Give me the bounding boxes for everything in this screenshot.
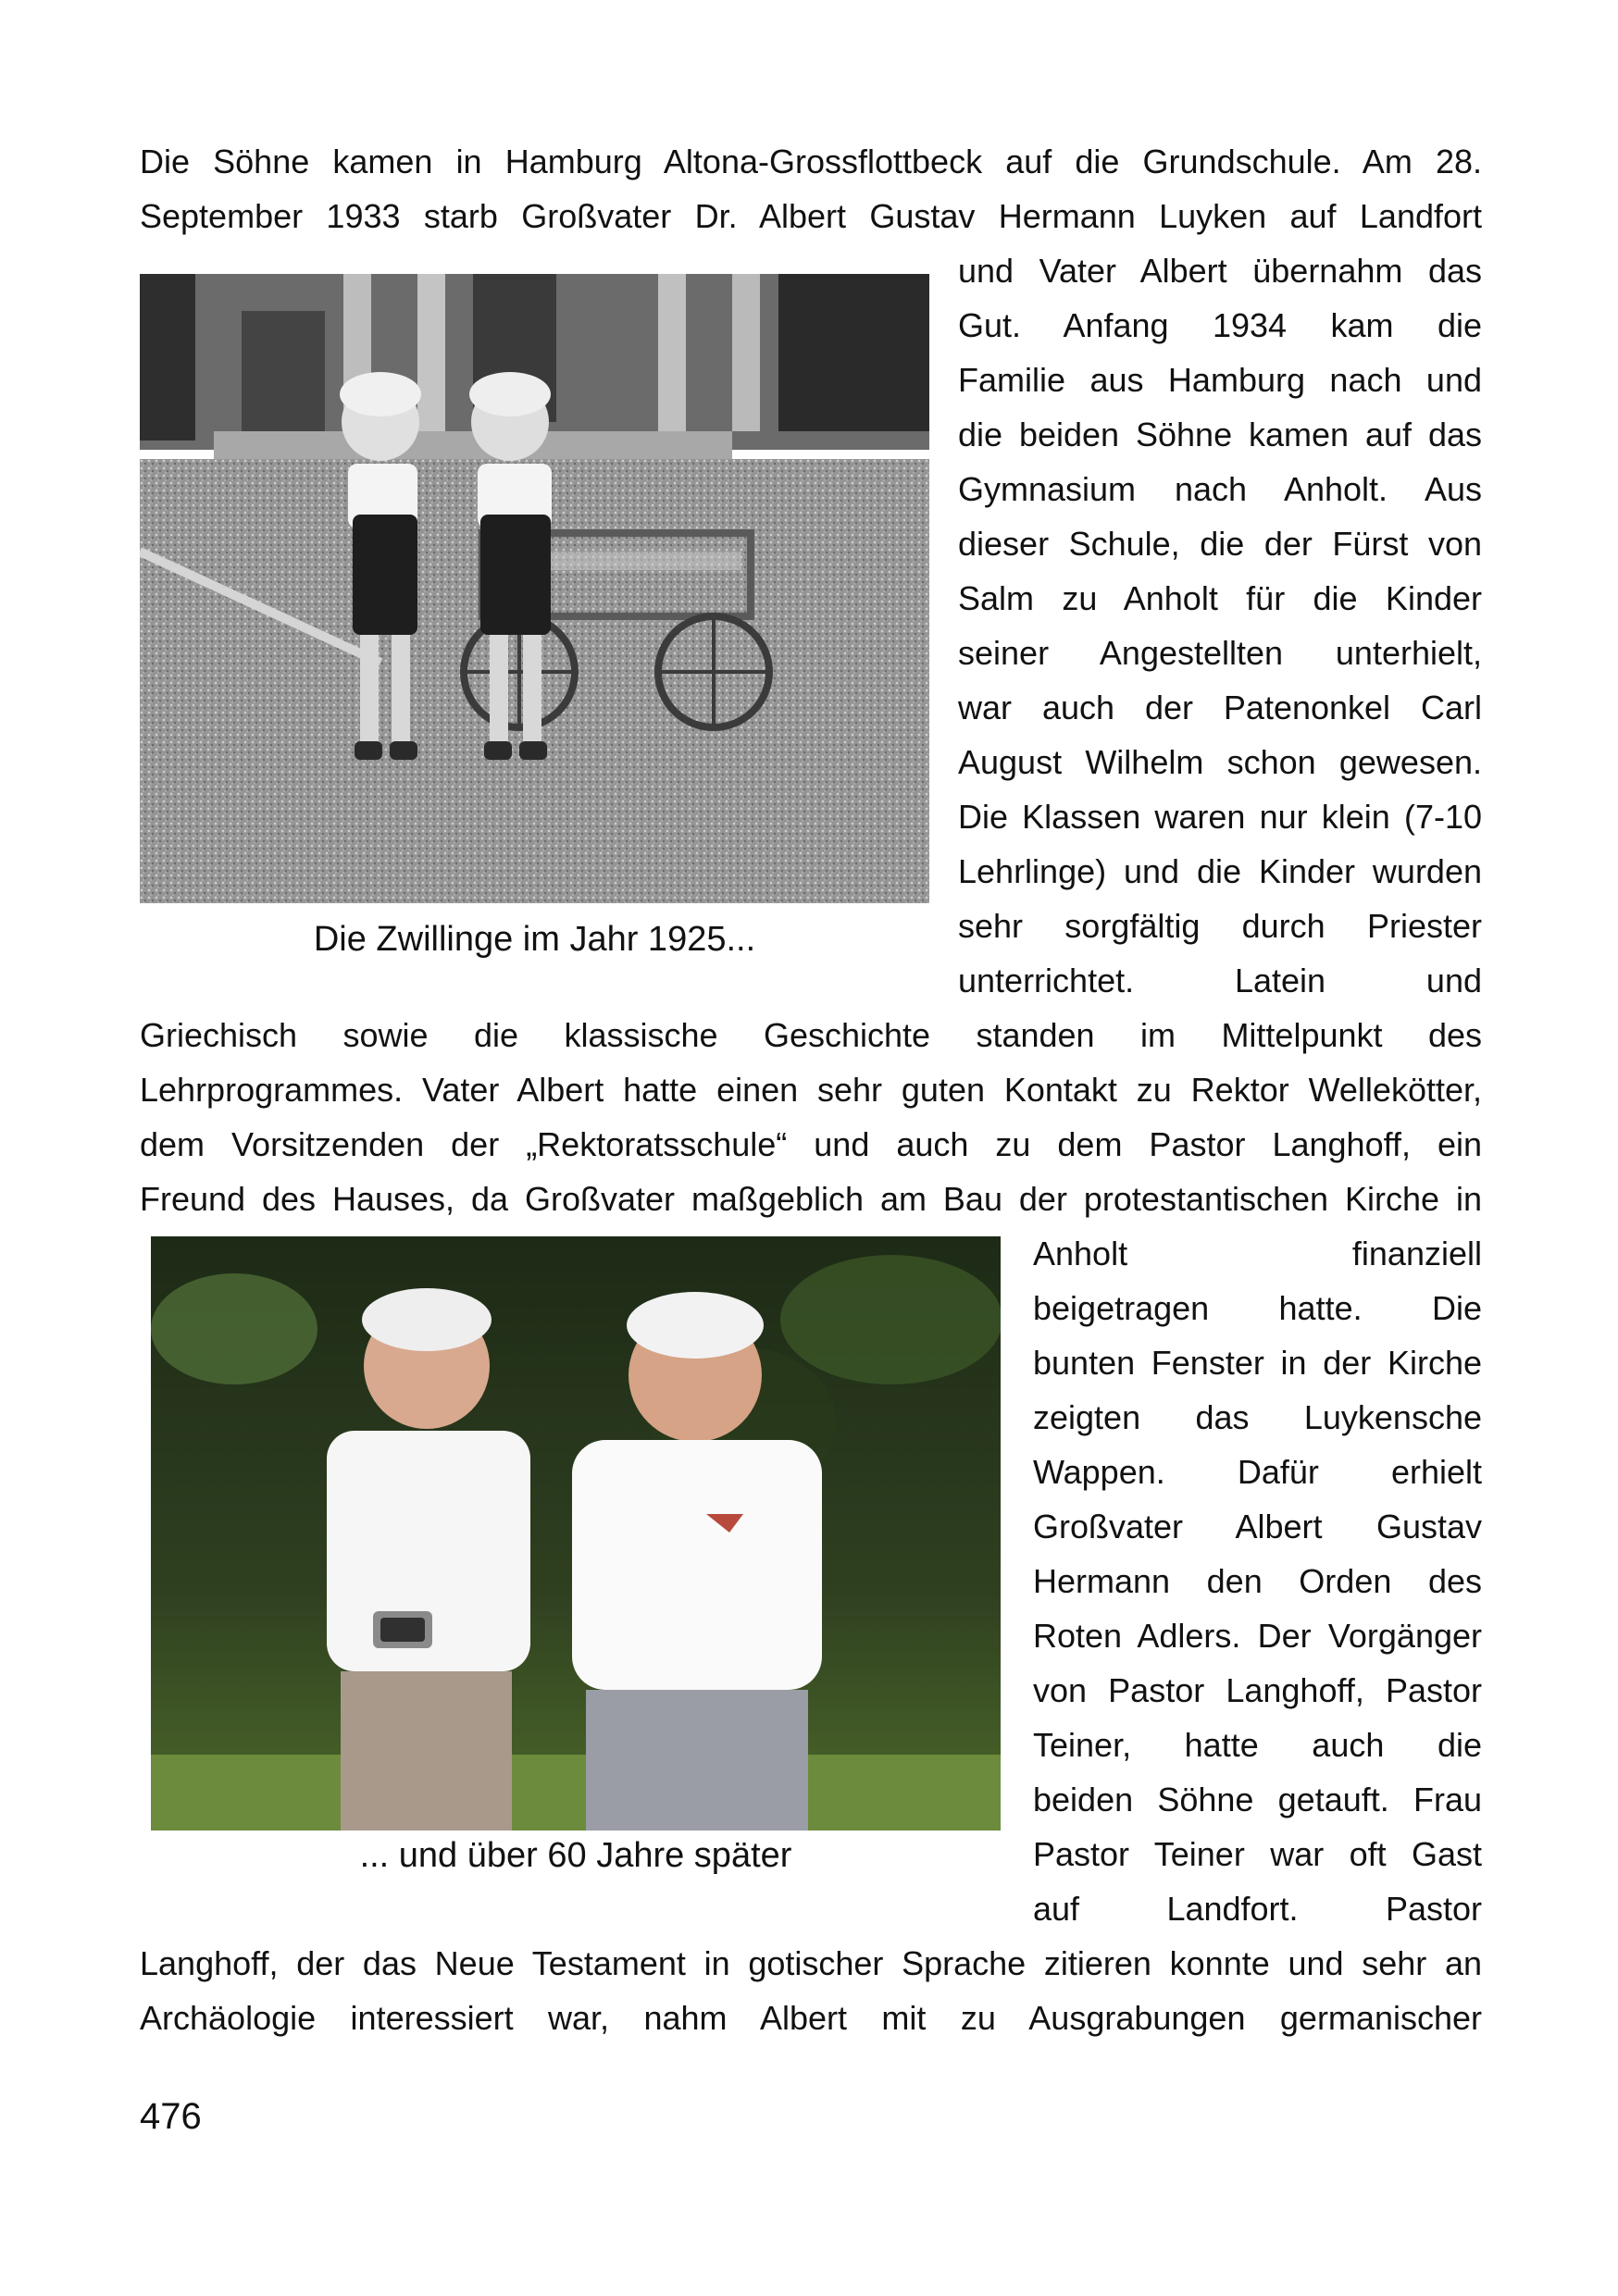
text-line: Archäologie interessiert war, nahm Albert mit zu Ausgrabungen germanischer [140, 1999, 1482, 2037]
text-line: die beiden Söhne kamen auf das [958, 416, 1482, 453]
text-line: Gut. Anfang 1934 kam die [958, 306, 1482, 344]
text-line: Freund des Hauses, da Großvater maßgeblich am Bau der protestantischen Kirche in [140, 1180, 1482, 1218]
text-line: war auch der Patenonkel Carl [958, 689, 1482, 726]
text-line: und Vater Albert übernahm das [958, 252, 1482, 290]
text-line: Hermann den Orden des [1033, 1562, 1482, 1600]
text-line: sehr sorgfältig durch Priester [958, 907, 1482, 945]
text-line: unterrichtet. Latein und [958, 962, 1482, 999]
page-number: 476 [140, 2096, 202, 2137]
text-line: Wappen. Dafür erhielt [1033, 1453, 1482, 1491]
text-line: Großvater Albert Gustav [1033, 1508, 1482, 1545]
text-line: August Wilhelm schon gewesen. [958, 743, 1482, 781]
text-line: dem Vorsitzenden der „Rektoratsschule“ und auch zu dem Pastor Langhoff, ein [140, 1125, 1482, 1163]
text-line: Anholt finanziell [1033, 1235, 1482, 1272]
text-line: Langhoff, der das Neue Testament in gotischer Sprache zitieren konnte und sehr an [140, 1944, 1482, 1982]
text-line: seiner Angestellten unterhielt, [958, 634, 1482, 672]
twins-1925-caption: Die Zwillinge im Jahr 1925... [313, 920, 756, 959]
text-line: Teiner, hatte auch die [1033, 1726, 1482, 1764]
text-line: beiden Söhne getauft. Frau [1033, 1781, 1482, 1818]
text-line: September 1933 starb Großvater Dr. Albert Gustav Hermann Luyken auf Landfort [140, 197, 1482, 235]
twins-1925-photo [140, 274, 929, 903]
text-line: beigetragen hatte. Die [1033, 1289, 1482, 1327]
text-line: zeigten das Luykensche [1033, 1398, 1482, 1436]
text-line: Familie aus Hamburg nach und [958, 361, 1482, 399]
text-line: Die Klassen waren nur klein (7-10 [958, 798, 1482, 836]
text-line: Griechisch sowie die klassische Geschichte standen im Mittelpunkt des [140, 1016, 1482, 1054]
text-line: Die Söhne kamen in Hamburg Altona-Grossflottbeck auf die Grundschule. Am 28. [140, 143, 1482, 180]
brothers-later-photo [151, 1236, 1001, 1831]
text-line: Gymnasium nach Anholt. Aus [958, 470, 1482, 508]
brothers-later-caption: ... und über 60 Jahre später [359, 1836, 792, 1875]
text-line: Salm zu Anholt für die Kinder [958, 579, 1482, 617]
text-line: Lehrlinge) und die Kinder wurden [958, 852, 1482, 890]
text-line: Pastor Teiner war oft Gast [1033, 1835, 1482, 1873]
text-line: Roten Adlers. Der Vorgänger [1033, 1617, 1482, 1655]
text-line: dieser Schule, die der Fürst von [958, 525, 1482, 563]
text-line: auf Landfort. Pastor [1033, 1890, 1482, 1928]
text-line: bunten Fenster in der Kirche [1033, 1344, 1482, 1382]
text-line: von Pastor Langhoff, Pastor [1033, 1671, 1482, 1709]
text-line: Lehrprogrammes. Vater Albert hatte einen sehr guten Kontakt zu Rektor Wellekötter, [140, 1071, 1482, 1109]
